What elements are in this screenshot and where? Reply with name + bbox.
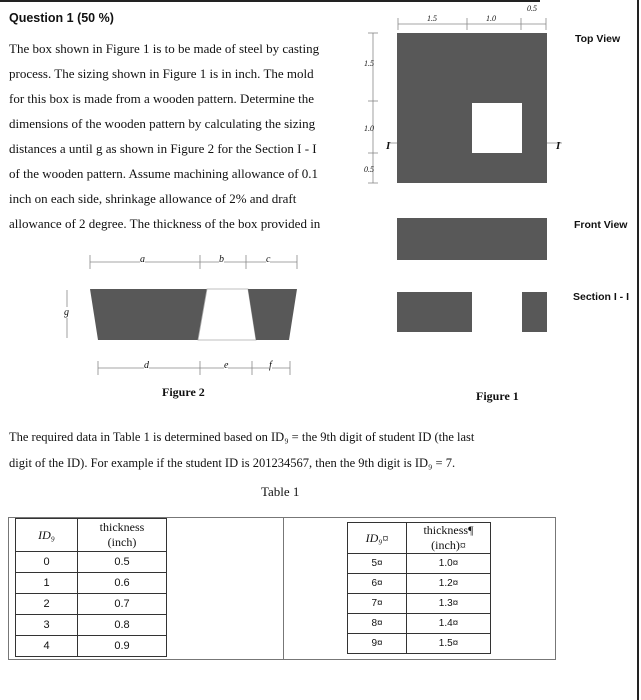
figure2-caption: Figure 2 bbox=[162, 385, 205, 399]
dim-label: 1.5 bbox=[364, 59, 374, 68]
header-thickness: thickness (inch) bbox=[78, 519, 167, 552]
text-line: distances a until g as shown in Figure 2 for the Section I - I bbox=[9, 141, 317, 156]
section-label: Section I - I bbox=[573, 291, 630, 303]
front-view-label: Front View bbox=[574, 219, 628, 231]
table-row: 9¤ 1.5¤ bbox=[348, 634, 491, 654]
thickness-table-right bbox=[347, 522, 491, 654]
dim-f: f bbox=[269, 360, 272, 371]
table-row: 2 0.7 bbox=[16, 594, 167, 615]
dim-c: c bbox=[266, 254, 271, 265]
dim-e: e bbox=[224, 360, 229, 371]
table-title: Table 1 bbox=[261, 484, 300, 499]
table-row: 1 0.6 bbox=[16, 573, 167, 594]
table-divider bbox=[283, 517, 284, 659]
table-row: 8¤ 1.4¤ bbox=[348, 614, 491, 634]
question-title: Question 1 (50 %) bbox=[9, 11, 114, 25]
header-id: ID₉ bbox=[16, 519, 78, 552]
dim-label: 0.5 bbox=[364, 165, 374, 174]
header-thickness: thickness¶ (inch)¤ bbox=[407, 523, 491, 554]
text-line: The box shown in Figure 1 is to be made of steel by casting bbox=[9, 41, 320, 56]
pattern-right-section bbox=[248, 289, 297, 340]
dim-g: g bbox=[64, 307, 69, 318]
text-line: dimensions of the wooden pattern by calculating the sizing bbox=[9, 116, 316, 131]
section-view-hole bbox=[472, 292, 522, 332]
pattern-hole bbox=[198, 289, 256, 340]
dim-b: b bbox=[219, 254, 224, 265]
table-row: 7¤ 1.3¤ bbox=[348, 594, 491, 614]
text-line: inch on each side, shrinkage allowance of 2% and draft bbox=[9, 191, 297, 206]
figure1-caption: Figure 1 bbox=[476, 389, 519, 403]
header-id: ID₉¤ bbox=[348, 523, 407, 554]
table-row: 0 0.5 bbox=[16, 552, 167, 573]
front-view-plate bbox=[397, 218, 547, 260]
text-line: for this box is made from a wooden pattern. Determine the bbox=[9, 91, 315, 106]
table-row: 5¤ 1.0¤ bbox=[348, 554, 491, 574]
text-line: digit of the ID). For example if the student ID is 201234567, then the 9th digit is ID₉ = 7. bbox=[9, 456, 456, 470]
dim-label: 1.0 bbox=[486, 14, 496, 23]
dim-label: 1.0 bbox=[364, 124, 374, 133]
text-line: allowance of 2 degree. The thickness of the box provided in bbox=[9, 216, 321, 231]
table-row: 3 0.8 bbox=[16, 615, 167, 636]
dim-label: 1.5 bbox=[427, 14, 437, 23]
section-mark-left: I bbox=[386, 140, 391, 152]
required-data-text bbox=[9, 424, 474, 476]
dim-d: d bbox=[144, 360, 149, 371]
dim-label: 0.5 bbox=[527, 4, 537, 13]
text-line: process. The sizing shown in Figure 1 is in inch. The mold bbox=[9, 66, 314, 81]
thickness-table-left bbox=[15, 518, 167, 657]
pattern-left-section bbox=[90, 289, 207, 340]
top-view-hole bbox=[472, 103, 522, 153]
section-mark-right: I bbox=[556, 140, 561, 152]
table-row: 6¤ 1.2¤ bbox=[348, 574, 491, 594]
table-row: 4 0.9 bbox=[16, 636, 167, 657]
text-line: The required data in Table 1 is determined based on ID₉ = the 9th digit of student ID (the last bbox=[9, 430, 475, 444]
text-line: of the wooden pattern. Assume machining allowance of 0.1 bbox=[9, 166, 319, 181]
top-view-label: Top View bbox=[575, 33, 621, 45]
dim-a: a bbox=[140, 254, 145, 265]
